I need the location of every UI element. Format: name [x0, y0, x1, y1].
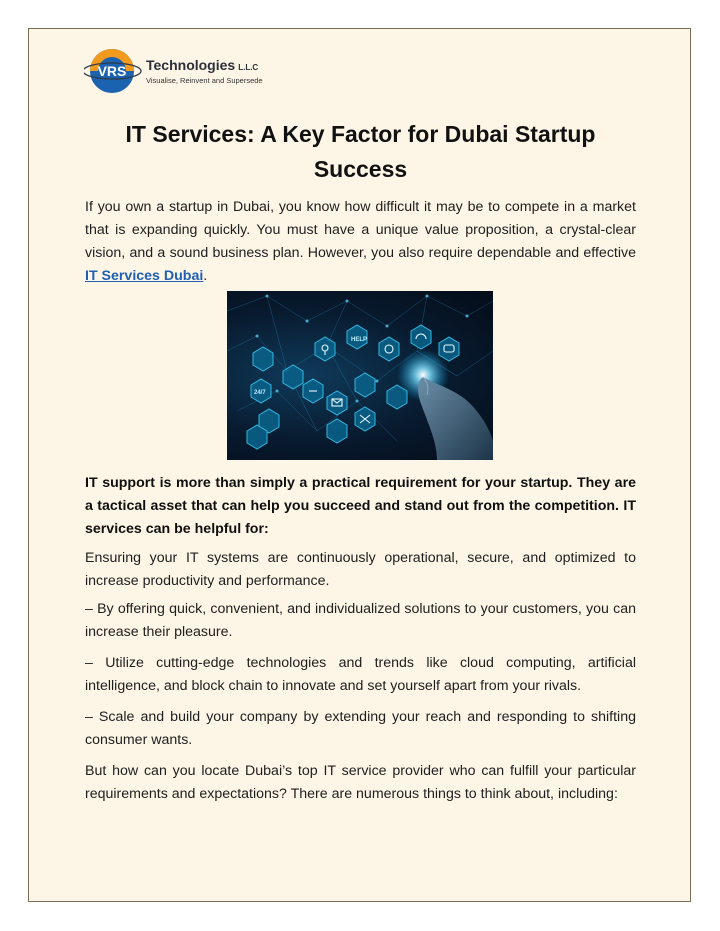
company-logo[interactable] [84, 46, 274, 96]
page-title: IT Services: A Key Factor for Dubai Startup Success [125, 121, 596, 182]
logo-tagline: Visualise, Reinvent and Supersede [146, 76, 263, 85]
logo-mark-text: VRS [97, 63, 127, 79]
hero-image [227, 291, 493, 460]
help-text: HELP [351, 337, 368, 343]
it-services-dubai-link[interactable]: IT Services Dubai [85, 268, 204, 284]
benefit-paragraph-3: – Utilize cutting-edge technologies and trends like cloud computing, artificial intelligence, and block chain to innovate and set yourself apart from your rivals. [85, 655, 636, 694]
intro-paragraph [85, 196, 636, 288]
intro-text: If you own a startup in Dubai, you know how difficult it may be to compete in a market that is expanding quickly. You must have a unique value proposition, a crystal-clear vision, and a sound business plan. However, you also require dependable and effective [85, 199, 636, 261]
benefit-paragraph-4: – Scale and build your company by extending your reach and responding to shifting consumer wants. [85, 709, 636, 748]
document-page [28, 28, 691, 902]
headset-icon [411, 325, 431, 349]
globe-icon [379, 337, 399, 361]
closing-paragraph: But how can you locate Dubai’s top IT service provider who can fulfill your particular requirements and expectations? There are numerous things to think about, including: [85, 763, 636, 802]
logo-name-text: Technologies [146, 57, 236, 73]
network-icons-illustration [227, 291, 493, 460]
247-text: 24/7 [254, 390, 266, 396]
location-icon [315, 337, 335, 361]
benefit-paragraph-2: – By offering quick, convenient, and individualized solutions to your customers, you can increase their pleasure. [85, 601, 636, 640]
vrs-logo-icon [84, 46, 146, 96]
logo-company-name [146, 57, 258, 73]
intro-text-end: . [203, 268, 208, 284]
bold-intro-paragraph: IT support is more than simply a practical requirement for your startup. They are a tactical asset that can help you succeed and stand out from the competition. IT services can be helpful for: [85, 475, 636, 537]
logo-suffix: L.L.C [238, 63, 259, 72]
benefit-paragraph-1: Ensuring your IT systems are continuously operational, secure, and optimized to increase productivity and performance. [85, 550, 636, 589]
